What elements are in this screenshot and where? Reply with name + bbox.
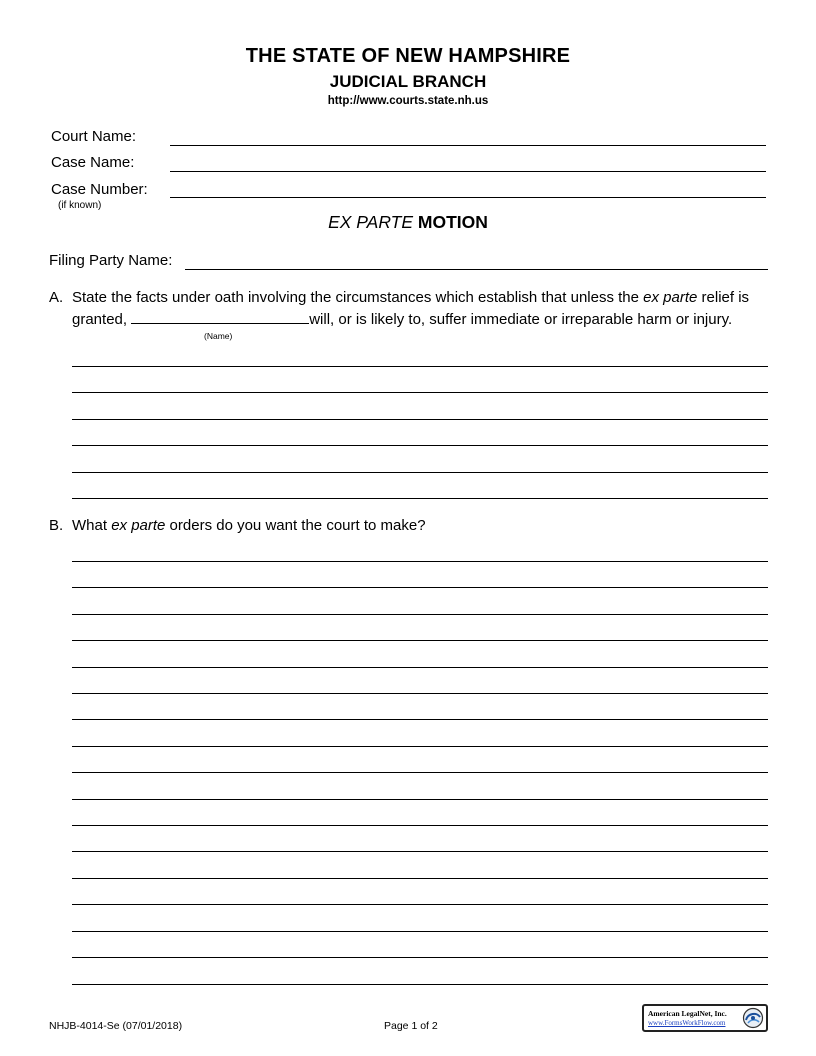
case-number-note: (if known) bbox=[58, 200, 102, 211]
section-a-line1 bbox=[72, 289, 749, 306]
section-a-answer-line[interactable] bbox=[72, 472, 768, 473]
case-name-field[interactable] bbox=[170, 171, 766, 172]
section-b-text: What bbox=[72, 517, 112, 534]
form-id: NHJB-4014-Se (07/01/2018) bbox=[49, 1020, 183, 1032]
section-b-answer-line[interactable] bbox=[72, 667, 768, 668]
publisher-name: American LegalNet, Inc. bbox=[648, 1009, 727, 1018]
section-b-answer-line[interactable] bbox=[72, 746, 768, 747]
section-b-letter: B. bbox=[49, 517, 64, 534]
section-b-answer-line[interactable] bbox=[72, 825, 768, 826]
motion-title-bold: MOTION bbox=[417, 212, 488, 232]
section-b-answer-line[interactable] bbox=[72, 851, 768, 852]
publisher-logo[interactable] bbox=[642, 1004, 768, 1032]
section-b-answer-line[interactable] bbox=[72, 904, 768, 905]
filing-party-field[interactable] bbox=[185, 269, 768, 270]
section-a-ex-parte: ex parte bbox=[643, 289, 698, 306]
harmed-party-name-field[interactable] bbox=[131, 309, 309, 324]
section-b-answer-line[interactable] bbox=[72, 799, 768, 800]
judicial-branch-title: JUDICIAL BRANCH bbox=[329, 72, 487, 91]
section-b-answer-line[interactable] bbox=[72, 614, 768, 615]
section-b-text-end: orders do you want the court to make? bbox=[165, 517, 426, 534]
section-a-answer-line[interactable] bbox=[72, 419, 768, 420]
case-name-label: Case Name: bbox=[51, 154, 135, 171]
court-name-field[interactable] bbox=[170, 145, 766, 146]
case-number-field[interactable] bbox=[170, 197, 766, 198]
case-number-label: Case Number: bbox=[51, 181, 148, 198]
section-b-answer-line[interactable] bbox=[72, 587, 768, 588]
motion-title bbox=[0, 212, 816, 233]
court-state-title: THE STATE OF NEW HAMPSHIRE bbox=[245, 45, 571, 67]
section-b-question bbox=[72, 517, 426, 534]
section-a-answer-line[interactable] bbox=[72, 366, 768, 367]
section-b-answer-line[interactable] bbox=[72, 878, 768, 879]
section-b-answer-line[interactable] bbox=[72, 931, 768, 932]
section-b-answer-line[interactable] bbox=[72, 984, 768, 985]
section-b-answer-line[interactable] bbox=[72, 640, 768, 641]
publisher-swirl-icon bbox=[742, 1007, 764, 1029]
section-b-ex-parte: ex parte bbox=[111, 517, 166, 534]
section-a-line2-end: will, or is likely to, suffer immediate or irreparable harm or injury. bbox=[309, 311, 733, 328]
section-b-answer-line[interactable] bbox=[72, 693, 768, 694]
section-b-answer-line[interactable] bbox=[72, 719, 768, 720]
section-a-answer-line[interactable] bbox=[72, 445, 768, 446]
section-a-line1-text: State the facts under oath involving the circumstances which establish that unless the bbox=[72, 289, 644, 306]
section-a-answer-line[interactable] bbox=[72, 498, 768, 499]
publisher-url[interactable]: www.FormsWorkFlow.com bbox=[648, 1019, 726, 1027]
name-hint: (Name) bbox=[204, 331, 233, 341]
section-a-letter: A. bbox=[49, 289, 64, 306]
section-a-line1-end: relief is bbox=[697, 289, 750, 306]
court-name-label: Court Name: bbox=[51, 128, 137, 145]
section-b-answer-line[interactable] bbox=[72, 561, 768, 562]
section-a-line2 bbox=[72, 309, 732, 328]
motion-title-italic: EX PARTE bbox=[328, 212, 414, 232]
section-a-answer-line[interactable] bbox=[72, 392, 768, 393]
court-website-url: http://www.courts.state.nh.us bbox=[327, 95, 489, 107]
section-b-answer-line[interactable] bbox=[72, 957, 768, 958]
section-a-line2-text: granted, bbox=[72, 311, 132, 328]
section-b-answer-line[interactable] bbox=[72, 772, 768, 773]
filing-party-label: Filing Party Name: bbox=[49, 252, 173, 269]
page-number: Page 1 of 2 bbox=[384, 1020, 438, 1032]
